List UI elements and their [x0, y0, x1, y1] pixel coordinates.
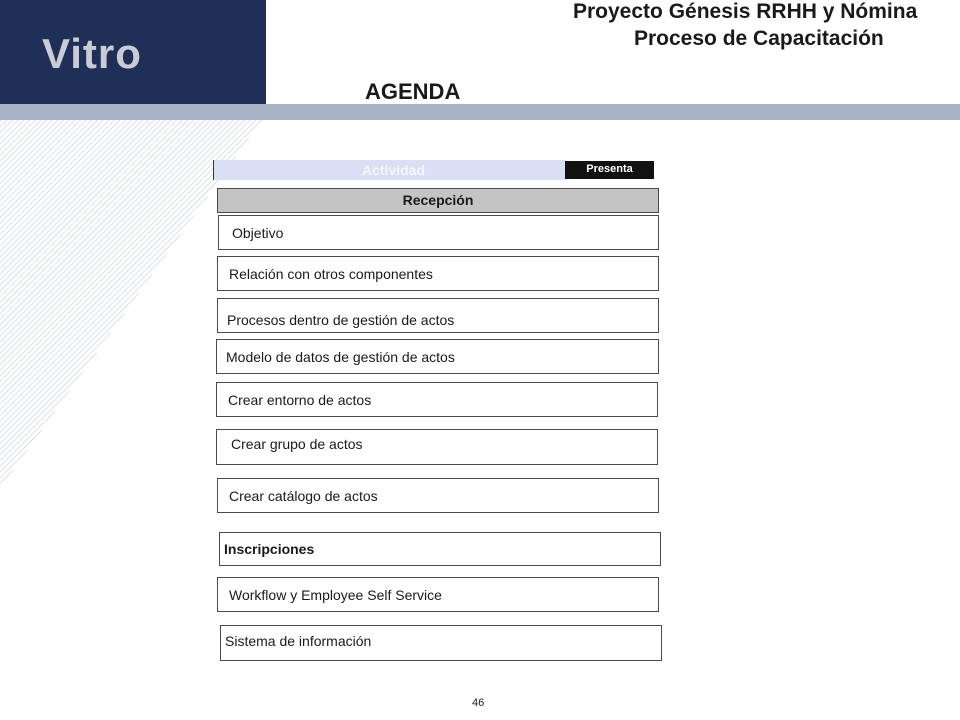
- agenda-row: Crear entorno de actos: [216, 382, 658, 417]
- agenda-row: Objetivo: [218, 215, 659, 250]
- project-title: Proyecto Génesis RRHH y Nómina: [573, 0, 918, 23]
- presenta-header: Presenta: [565, 161, 654, 179]
- agenda-row: Crear grupo de actos: [216, 429, 658, 465]
- agenda-row: Modelo de datos de gestión de actos: [216, 339, 659, 374]
- process-title: Proceso de Capacitación: [634, 27, 884, 50]
- agenda-row: Procesos dentro de gestión de actos: [217, 298, 659, 333]
- vitro-logo: Vitro: [42, 30, 142, 77]
- agenda-row-inscripciones: Inscripciones: [219, 532, 661, 566]
- logo-panel: [0, 0, 266, 104]
- agenda-row: Crear catálogo de actos: [217, 478, 659, 513]
- section-recepcion: Recepción: [217, 188, 659, 213]
- agenda-row: Workflow y Employee Self Service: [217, 577, 659, 612]
- agenda-row: Sistema de información: [220, 625, 662, 661]
- page-number: 46: [472, 697, 485, 709]
- agenda-heading: AGENDA: [365, 79, 461, 104]
- actividad-header: [213, 160, 566, 180]
- agenda-row: Relación con otros componentes: [217, 256, 659, 291]
- actividad-label: Actividad: [362, 162, 426, 178]
